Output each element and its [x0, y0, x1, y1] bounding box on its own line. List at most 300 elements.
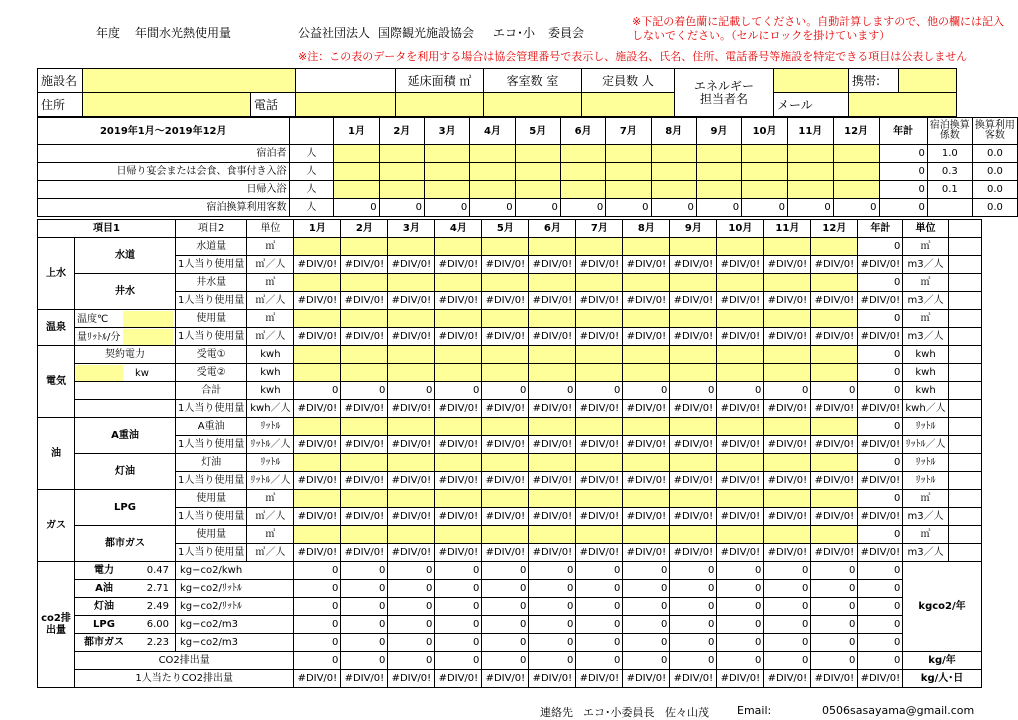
- month-value: #DIV/0!: [341, 544, 388, 562]
- month-value: 0: [482, 616, 529, 634]
- month-input[interactable]: [623, 490, 670, 508]
- unit-label: ㎥／人: [247, 544, 294, 562]
- month-value: #DIV/0!: [341, 400, 388, 418]
- blank-cell: [948, 328, 981, 346]
- month-value: #DIV/0!: [482, 544, 529, 562]
- month-input[interactable]: [470, 163, 515, 181]
- unit-value: ﾘｯﾄﾙ／人: [903, 436, 948, 454]
- month-input[interactable]: [623, 454, 670, 472]
- month-value: #DIV/0!: [764, 400, 811, 418]
- month-input[interactable]: [717, 238, 764, 256]
- month-value: 0: [764, 652, 811, 670]
- month-input[interactable]: [334, 163, 379, 181]
- month-input[interactable]: [717, 364, 764, 382]
- month-input[interactable]: [388, 238, 435, 256]
- total-value: 0: [858, 634, 903, 652]
- flow-input[interactable]: [123, 329, 173, 345]
- month-input[interactable]: [717, 490, 764, 508]
- month-input[interactable]: [696, 181, 741, 199]
- blank-cell: [948, 238, 981, 256]
- month-input[interactable]: [623, 238, 670, 256]
- month-input[interactable]: [764, 526, 811, 544]
- month-input[interactable]: [515, 145, 560, 163]
- month-value: 0: [787, 199, 833, 217]
- item-label: 1人当り使用量: [176, 544, 247, 562]
- blank-cell: [948, 220, 981, 238]
- month-input[interactable]: [294, 418, 341, 436]
- month-value: #DIV/0!: [764, 670, 811, 688]
- month-input[interactable]: [482, 346, 529, 364]
- month-input[interactable]: [764, 418, 811, 436]
- month-value: 0: [529, 580, 576, 598]
- unit-value: kwh: [903, 364, 948, 382]
- month-input[interactable]: [606, 163, 651, 181]
- month-value: #DIV/0!: [576, 328, 623, 346]
- month-input[interactable]: [379, 145, 424, 163]
- month-input[interactable]: [623, 526, 670, 544]
- month-input[interactable]: [576, 364, 623, 382]
- month-input[interactable]: [670, 238, 717, 256]
- month-value: 0: [717, 580, 764, 598]
- unit-value: m3／人: [903, 508, 948, 526]
- month-input[interactable]: [764, 490, 811, 508]
- item-label: 使用量: [176, 490, 247, 508]
- month-value: #DIV/0!: [435, 508, 482, 526]
- month-input[interactable]: [576, 418, 623, 436]
- month-value: 0: [341, 616, 388, 634]
- month-input[interactable]: [811, 274, 858, 292]
- month-input[interactable]: [696, 163, 741, 181]
- unit-value: ㎥: [903, 274, 948, 292]
- month-input[interactable]: [833, 181, 879, 199]
- contact-label: 連絡先: [540, 706, 573, 719]
- month-input[interactable]: [334, 181, 379, 199]
- month-value: #DIV/0!: [435, 436, 482, 454]
- month-input[interactable]: [424, 145, 469, 163]
- unit-label: kwh: [247, 382, 294, 400]
- energy-manager-label: エネルギー 担当者名: [675, 69, 774, 117]
- month-value: #DIV/0!: [623, 670, 670, 688]
- month-input[interactable]: [764, 310, 811, 328]
- month-value: 0: [341, 634, 388, 652]
- month-input[interactable]: [623, 346, 670, 364]
- month-header: 5月: [482, 220, 529, 238]
- month-value: 0: [529, 652, 576, 670]
- month-input[interactable]: [341, 238, 388, 256]
- blank-cell: [75, 400, 176, 418]
- rooms-label: 客室数 室: [484, 69, 582, 93]
- month-input[interactable]: [576, 346, 623, 364]
- month-input[interactable]: [482, 490, 529, 508]
- month-input[interactable]: [623, 310, 670, 328]
- temp-input[interactable]: [123, 311, 173, 327]
- month-input[interactable]: [482, 418, 529, 436]
- heavy-oil-label: A重油: [75, 418, 176, 454]
- address-input[interactable]: [83, 93, 251, 117]
- month-value: #DIV/0!: [764, 544, 811, 562]
- month-input[interactable]: [341, 364, 388, 382]
- month-value: 0: [388, 652, 435, 670]
- month-input[interactable]: [529, 274, 576, 292]
- floor-area-input[interactable]: [396, 93, 484, 117]
- month-input[interactable]: [717, 454, 764, 472]
- month-input[interactable]: [341, 346, 388, 364]
- month-value: 0: [670, 580, 717, 598]
- mail-input[interactable]: [849, 93, 957, 117]
- unit-label: ㎥: [247, 238, 294, 256]
- month-input[interactable]: [388, 364, 435, 382]
- facility-name-input[interactable]: [83, 69, 296, 93]
- month-input[interactable]: [764, 238, 811, 256]
- month-value: #DIV/0!: [482, 508, 529, 526]
- month-input[interactable]: [388, 346, 435, 364]
- month-input[interactable]: [334, 145, 379, 163]
- month-input[interactable]: [388, 418, 435, 436]
- month-input[interactable]: [576, 310, 623, 328]
- month-input[interactable]: [388, 274, 435, 292]
- month-input[interactable]: [787, 145, 833, 163]
- month-input[interactable]: [717, 418, 764, 436]
- month-input[interactable]: [576, 490, 623, 508]
- month-value: #DIV/0!: [717, 256, 764, 274]
- month-input[interactable]: [651, 145, 696, 163]
- month-input[interactable]: [388, 526, 435, 544]
- month-input[interactable]: [560, 145, 605, 163]
- month-input[interactable]: [435, 238, 482, 256]
- month-input[interactable]: [529, 454, 576, 472]
- month-input[interactable]: [670, 364, 717, 382]
- month-input[interactable]: [606, 145, 651, 163]
- factor-value: 0.3: [927, 163, 972, 181]
- total-value: 0: [858, 274, 903, 292]
- month-input[interactable]: [811, 418, 858, 436]
- month-input[interactable]: [435, 418, 482, 436]
- month-input[interactable]: [482, 454, 529, 472]
- period-label: 2019年1月～2019年12月: [38, 118, 290, 145]
- month-value: 0: [388, 580, 435, 598]
- month-input[interactable]: [529, 526, 576, 544]
- month-input[interactable]: [379, 181, 424, 199]
- month-value: 0: [482, 598, 529, 616]
- month-value: #DIV/0!: [670, 508, 717, 526]
- month-value: 0: [811, 580, 858, 598]
- month-input[interactable]: [811, 310, 858, 328]
- month-input[interactable]: [764, 274, 811, 292]
- total-value: 0: [879, 199, 927, 217]
- item-label: 合計: [176, 382, 247, 400]
- month-value: #DIV/0!: [670, 400, 717, 418]
- month-input[interactable]: [515, 163, 560, 181]
- title-year: 年度: [96, 26, 121, 40]
- month-value: 0: [388, 616, 435, 634]
- rooms-input[interactable]: [484, 93, 582, 117]
- unit-label: ㎥／人: [247, 328, 294, 346]
- blank-cell: [927, 199, 972, 217]
- month-input[interactable]: [529, 346, 576, 364]
- month-value: #DIV/0!: [764, 436, 811, 454]
- month-input[interactable]: [515, 181, 560, 199]
- month-input[interactable]: [482, 364, 529, 382]
- month-input[interactable]: [341, 274, 388, 292]
- item-label: 水道量: [176, 238, 247, 256]
- item-label: 井水量: [176, 274, 247, 292]
- phone-input[interactable]: [296, 93, 396, 117]
- month-value: #DIV/0!: [670, 472, 717, 490]
- blank-cell: [948, 472, 981, 490]
- contact-role: エコ･小委員長: [583, 706, 655, 719]
- month-header: 8月: [623, 220, 670, 238]
- month-value: #DIV/0!: [294, 256, 341, 274]
- month-input[interactable]: [470, 181, 515, 199]
- committee-suffix: 委員会: [548, 26, 585, 40]
- month-input[interactable]: [470, 145, 515, 163]
- month-input[interactable]: [529, 490, 576, 508]
- total-value: 0: [858, 490, 903, 508]
- month-input[interactable]: [576, 274, 623, 292]
- month-input[interactable]: [623, 274, 670, 292]
- month-value: #DIV/0!: [811, 670, 858, 688]
- month-input[interactable]: [717, 310, 764, 328]
- month-input[interactable]: [529, 238, 576, 256]
- month-input[interactable]: [435, 364, 482, 382]
- month-value: 0: [576, 562, 623, 580]
- month-header: 12月: [811, 220, 858, 238]
- item-label: A重油: [176, 418, 247, 436]
- month-input[interactable]: [811, 238, 858, 256]
- unit-label: ﾘｯﾄﾙ: [247, 418, 294, 436]
- month-value: 0: [811, 598, 858, 616]
- month-input[interactable]: [833, 145, 879, 163]
- unit-label: ﾘｯﾄﾙ: [247, 454, 294, 472]
- total-value: 0: [879, 145, 927, 163]
- month-input[interactable]: [576, 526, 623, 544]
- month-value: #DIV/0!: [388, 292, 435, 310]
- month-input[interactable]: [811, 346, 858, 364]
- month-input[interactable]: [529, 364, 576, 382]
- item1-header: 項目1: [38, 220, 176, 238]
- month-value: 0: [623, 652, 670, 670]
- month-input[interactable]: [388, 310, 435, 328]
- blank-cell: [948, 274, 981, 292]
- month-value: #DIV/0!: [482, 328, 529, 346]
- month-input[interactable]: [670, 526, 717, 544]
- unit-value: m3／人: [903, 256, 948, 274]
- month-input[interactable]: [529, 310, 576, 328]
- month-input[interactable]: [623, 364, 670, 382]
- contract-power-input[interactable]: [75, 365, 123, 381]
- month-value: 0: [482, 634, 529, 652]
- total-value: 0: [858, 526, 903, 544]
- month-input[interactable]: [576, 454, 623, 472]
- month-input[interactable]: [294, 274, 341, 292]
- month-input[interactable]: [670, 418, 717, 436]
- manager-name-input[interactable]: [774, 69, 849, 93]
- month-value: 0: [651, 199, 696, 217]
- month-input[interactable]: [717, 526, 764, 544]
- month-input[interactable]: [388, 454, 435, 472]
- month-value: #DIV/0!: [670, 328, 717, 346]
- month-input[interactable]: [623, 418, 670, 436]
- sum-label: 宿泊換算利用客数: [38, 199, 290, 217]
- month-value: #DIV/0!: [623, 472, 670, 490]
- co2-factor-unit: kg−co2/m3: [176, 616, 294, 634]
- total-value: 0: [858, 562, 903, 580]
- month-input[interactable]: [560, 181, 605, 199]
- unit-value: ﾘｯﾄﾙ: [903, 472, 948, 490]
- month-value: 0: [435, 616, 482, 634]
- item-label: 使用量: [176, 310, 247, 328]
- month-input[interactable]: [529, 418, 576, 436]
- month-value: #DIV/0!: [435, 544, 482, 562]
- month-value: 0: [341, 598, 388, 616]
- month-input[interactable]: [435, 454, 482, 472]
- total-value: #DIV/0!: [858, 670, 903, 688]
- month-input[interactable]: [742, 181, 788, 199]
- month-value: #DIV/0!: [529, 436, 576, 454]
- month-input[interactable]: [294, 364, 341, 382]
- month-input[interactable]: [787, 163, 833, 181]
- unit-value: ㎥: [903, 490, 948, 508]
- month-input[interactable]: [435, 346, 482, 364]
- month-value: #DIV/0!: [576, 544, 623, 562]
- month-value: 0: [435, 652, 482, 670]
- month-input[interactable]: [341, 526, 388, 544]
- month-input[interactable]: [435, 274, 482, 292]
- co2-source-cell: 都市ガス 2.23: [75, 634, 176, 652]
- month-value: 0: [435, 382, 482, 400]
- month-value: 0: [388, 634, 435, 652]
- unit-value: kwh: [903, 346, 948, 364]
- blank-cell: [948, 544, 981, 562]
- total-value: #DIV/0!: [858, 292, 903, 310]
- month-input[interactable]: [717, 274, 764, 292]
- month-value: #DIV/0!: [435, 328, 482, 346]
- input-note-2: しないでください。（セルにロックを掛けています）: [632, 29, 891, 42]
- month-value: 0: [764, 382, 811, 400]
- month-value: #DIV/0!: [623, 544, 670, 562]
- month-input[interactable]: [651, 181, 696, 199]
- month-input[interactable]: [787, 181, 833, 199]
- month-header: 2月: [379, 118, 424, 145]
- month-input[interactable]: [696, 145, 741, 163]
- month-value: #DIV/0!: [294, 508, 341, 526]
- month-value: 0: [482, 652, 529, 670]
- month-input[interactable]: [670, 346, 717, 364]
- month-input[interactable]: [482, 274, 529, 292]
- contact-email[interactable]: 0506sasayama@gmail.com: [822, 704, 975, 717]
- input-note-1: ※下記の着色蘭に記載してください。自動計算しますので、他の欄には記入: [632, 15, 1004, 28]
- month-value: #DIV/0!: [717, 670, 764, 688]
- address-label: 住所: [38, 93, 83, 117]
- item-label: 1人当り使用量: [176, 508, 247, 526]
- month-input[interactable]: [811, 364, 858, 382]
- month-input[interactable]: [341, 490, 388, 508]
- month-input[interactable]: [576, 238, 623, 256]
- factor-value: 0.1: [927, 181, 972, 199]
- month-input[interactable]: [560, 163, 605, 181]
- month-input[interactable]: [294, 526, 341, 544]
- month-input[interactable]: [341, 310, 388, 328]
- month-input[interactable]: [294, 346, 341, 364]
- month-header: 6月: [560, 118, 605, 145]
- month-input[interactable]: [388, 490, 435, 508]
- month-input[interactable]: [764, 454, 811, 472]
- month-value: 0: [764, 616, 811, 634]
- month-input[interactable]: [811, 490, 858, 508]
- month-value: #DIV/0!: [576, 256, 623, 274]
- month-input[interactable]: [811, 454, 858, 472]
- month-input[interactable]: [670, 490, 717, 508]
- month-value: 0: [717, 652, 764, 670]
- month-input[interactable]: [651, 163, 696, 181]
- month-value: 0: [482, 382, 529, 400]
- capacity-label: 定員数 人: [582, 69, 675, 93]
- month-value: #DIV/0!: [388, 256, 435, 274]
- month-value: 0: [623, 634, 670, 652]
- capacity-input[interactable]: [582, 93, 675, 117]
- month-input[interactable]: [482, 238, 529, 256]
- month-input[interactable]: [811, 526, 858, 544]
- month-input[interactable]: [424, 163, 469, 181]
- total-value: #DIV/0!: [858, 508, 903, 526]
- facility-name-label: 施設名: [38, 69, 83, 93]
- month-value: #DIV/0!: [623, 256, 670, 274]
- month-input[interactable]: [435, 310, 482, 328]
- month-value: #DIV/0!: [482, 472, 529, 490]
- month-input[interactable]: [435, 490, 482, 508]
- month-header: 9月: [670, 220, 717, 238]
- month-input[interactable]: [424, 181, 469, 199]
- month-input[interactable]: [294, 490, 341, 508]
- hotspring-group-label: 温泉: [38, 310, 75, 346]
- month-input[interactable]: [670, 310, 717, 328]
- month-input[interactable]: [294, 238, 341, 256]
- phone-label: 電話: [251, 93, 296, 117]
- month-input[interactable]: [341, 454, 388, 472]
- unit-value: kwh: [903, 382, 948, 400]
- month-input[interactable]: [742, 145, 788, 163]
- month-header: 2月: [341, 220, 388, 238]
- month-input[interactable]: [341, 418, 388, 436]
- month-input[interactable]: [742, 163, 788, 181]
- month-value: #DIV/0!: [717, 508, 764, 526]
- conv-header: 換算利用 客数: [972, 118, 1017, 145]
- month-input[interactable]: [670, 274, 717, 292]
- month-value: #DIV/0!: [388, 670, 435, 688]
- month-input[interactable]: [833, 163, 879, 181]
- month-input[interactable]: [764, 346, 811, 364]
- month-input[interactable]: [670, 454, 717, 472]
- month-input[interactable]: [482, 310, 529, 328]
- mobile-input[interactable]: [899, 69, 957, 93]
- blank-cell: [948, 364, 981, 382]
- mail-label: メール: [774, 93, 849, 117]
- unit-label: ﾘｯﾄﾙ／人: [247, 436, 294, 454]
- month-value: #DIV/0!: [623, 292, 670, 310]
- month-input[interactable]: [294, 454, 341, 472]
- month-input[interactable]: [294, 310, 341, 328]
- co2-factor-unit: kg−co2/m3: [176, 634, 294, 652]
- month-input[interactable]: [482, 526, 529, 544]
- month-input[interactable]: [379, 163, 424, 181]
- month-input[interactable]: [435, 526, 482, 544]
- month-input[interactable]: [717, 346, 764, 364]
- month-value: 0: [670, 562, 717, 580]
- month-value: #DIV/0!: [341, 292, 388, 310]
- month-input[interactable]: [764, 364, 811, 382]
- co2-group-label: co2排出量: [38, 562, 75, 688]
- month-input[interactable]: [606, 181, 651, 199]
